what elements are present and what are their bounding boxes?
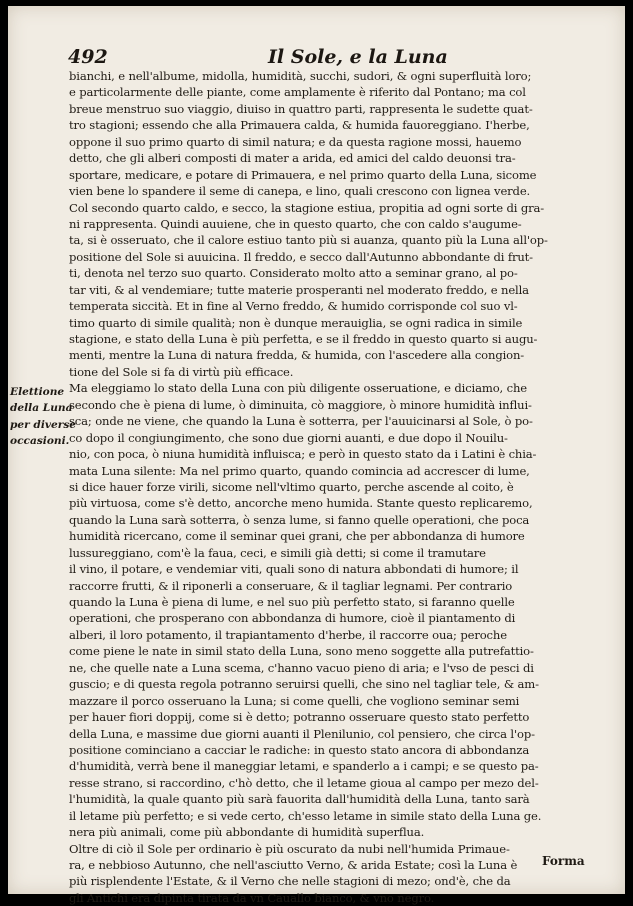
text-line: d'humidità, verrà bene il maneggiar letami, e spanderlo a i campi; e se questo pa-: [69, 759, 539, 774]
text-line: timo quarto di simile qualità; non è dunque merauiglia, se ogni radica in simile: [69, 315, 523, 330]
text-line: il letame più perfetto; e si vede certo, ch'esso letame in simile stato della Luna ge.: [69, 808, 542, 823]
text-line: quando la Luna è piena di lume, e nel suo più perfetto stato, si faranno quelle: [69, 595, 515, 609]
margin-note-line: occasioni.: [10, 435, 70, 448]
text-line: ra, e nebbioso Autunno, che nell'asciutto Verno, & arida Estate; così la Luna è: [69, 858, 518, 872]
text-line: detto, che gli alberi composti di mater a arida, ed amici del caldo deuonsi tra-: [69, 151, 516, 166]
margin-note-line: Elettione: [10, 386, 65, 398]
text-line: positione del Sole si auuicina. Il freddo, e secco dall'Autunno abbondante di frut-: [69, 249, 533, 264]
text-line: guscio; e di questa regola potranno seruirsi quelli, che sino nel tagliar tele, & am-: [69, 677, 539, 692]
text-line: della Luna, e massime due giorni auanti il Plenilunio, col pensiero, che circa l'op-: [69, 726, 535, 741]
text-line: nio, con poca, ò niuna humidità influisca; e però in questo stato da i Latini è chia-: [69, 447, 537, 462]
text-line: ni rappresenta. Quindi auuiene, che in questo quarto, che con caldo s'augume-: [69, 216, 522, 231]
margin-note: [10, 384, 77, 450]
margin-note-line: della Luna: [10, 402, 73, 415]
text-line: sportare, medicare, e potare di Primauera, e nel primo quarto della Luna, sicome: [69, 167, 537, 182]
text-line: gli Antichi era dipinta tirata da vn Cauallo bianco, & vno negro.: [69, 890, 435, 905]
page-number: 492: [68, 46, 108, 68]
running-title: Il Sole, e la Luna: [268, 46, 448, 68]
text-line: temperata siccità. Et in fine al Verno freddo, & humido corrisponde col suo vl-: [69, 299, 518, 314]
text-line: tro stagioni; essendo che alla Primauera calda, & humida fauoreggiano. I'herbe,: [69, 118, 530, 133]
text-line: bianchi, e nell'albume, midolla, humidità, succhi, sudori, & ogni superfluità loro;: [69, 69, 532, 83]
text-line: secondo che è piena di lume, ò diminuita, cò maggiore, ò minore humidità influi-: [69, 397, 532, 412]
text-line: nera più animali, come più abbondante di humidità superflua.: [69, 825, 425, 840]
catchword: Forma: [542, 854, 585, 868]
text-line: e particolarmente delle piante, come amplamente è riferito dal Pontano; ma col: [69, 85, 526, 100]
text-line: lussureggiano, com'è la faua, ceci, e simili già detti; si come il tramutare: [69, 545, 486, 560]
text-line: resse strano, si raccordino, c'hò detto, che il letame gioua al campo per mezo del-: [69, 775, 539, 790]
text-line: alberi, il loro potamento, il trapiantamento d'herbe, il raccorre oua; peroche: [69, 627, 507, 642]
text-line: tar viti, & al vendemiare; tutte materie prosperanti nel moderato freddo, e nella: [69, 282, 529, 297]
text-line: mata Luna silente: Ma nel primo quarto, quando comincia ad accrescer di lume,: [69, 463, 530, 478]
text-line: operationi, che prosperano con abbondanza di humore, cioè il piantamento di: [69, 611, 516, 626]
text-line: ta, si è osseruato, che il calore estiuo tanto più si auanza, quanto più la Luna all'op-: [69, 233, 548, 248]
text-line: l'humidità, la quale quanto più sarà fauorita dall'humidità della Luna, tanto sarà: [69, 792, 530, 807]
text-line: humidità ricercano, come il seminar quei grani, che per abbondanza di humore: [69, 529, 525, 544]
text-line: mazzare il porco osseruano la Luna; si come quelli, che vogliono seminar semi: [69, 693, 520, 708]
text-line: quando la Luna sarà sotterra, ò senza lume, si fanno quelle operationi, che poca: [69, 512, 530, 527]
text-line: raccorre frutti, & il riponerli a conseruare, & il tagliar legnami. Per contrario: [69, 578, 513, 593]
margin-note-line: per diverse: [10, 418, 77, 431]
text-line: Col secondo quarto caldo, e secco, la stagione estiua, propitia ad ogni sorte di gra-: [69, 200, 545, 215]
text-line: stagione, e stato della Luna è più perfetta, e se il freddo in questo quarto si augu-: [69, 332, 538, 346]
text-line: Ma eleggiamo lo stato della Luna con più diligente osseruatione, e diciamo, che: [69, 381, 527, 396]
text-line: tione del Sole si fa di virtù più efficace.: [69, 364, 294, 379]
body-text: [69, 68, 619, 906]
text-line: Oltre di ciò il Sole per ordinario è più oscurato da nubi nell'humida Primaue-: [69, 841, 510, 856]
text-line: il vino, il potare, e vendemiar viti, quali sono di natura abbondati di humore; il: [69, 562, 519, 577]
text-line: ti, denota nel terzo suo quarto. Considerato molto atto a seminar grano, al po-: [69, 266, 518, 281]
text-line: per hauer fiori doppij, come si è detto; potranno osseruare questo stato perfetto: [69, 710, 530, 725]
book-page: [8, 6, 625, 905]
text-line: oppone il suo primo quarto di simil natura; e da questa ragione mossi, hauemo: [69, 134, 522, 149]
text-line: vien bene lo spandere il seme di canepa, e lino, quali crescono con lignea verde.: [69, 184, 531, 199]
text-line: più virtuosa, come s'è detto, ancorche meno humida. Stante questo replicaremo,: [69, 496, 533, 511]
text-line: co dopo il congiungimento, che sono due giorni auanti, e due dopo il Nouilu-: [69, 430, 508, 445]
text-line: come piene le nate in simil stato della Luna, sono meno soggette alla putrefattio-: [69, 644, 534, 659]
text-line: positione cominciano a cacciar le radiche: in questo stato ancora di abbondanza: [69, 742, 530, 757]
text-line: menti, mentre la Luna di natura fredda, & humida, con l'ascedere alla congion-: [69, 348, 525, 363]
text-line: si dice hauer forze virili, sicome nell'vltimo quarto, perche ascende al coito, è: [69, 479, 514, 494]
text-line: sca; onde ne viene, che quando la Luna è sotterra, per l'auuicinarsi al Sole, ò po-: [69, 414, 533, 429]
page-header: [68, 46, 623, 68]
text-line: più risplendente l'Estate, & il Verno che nelle stagioni di mezo; ond'è, che da: [69, 874, 511, 889]
text-line: ne, che quelle nate a Luna scema, c'hanno vacuo pieno di aria; e l'vso de pesci di: [69, 660, 534, 675]
text-line: breue menstruo suo viaggio, diuiso in quattro parti, rappresenta le sudette quat-: [69, 101, 533, 116]
